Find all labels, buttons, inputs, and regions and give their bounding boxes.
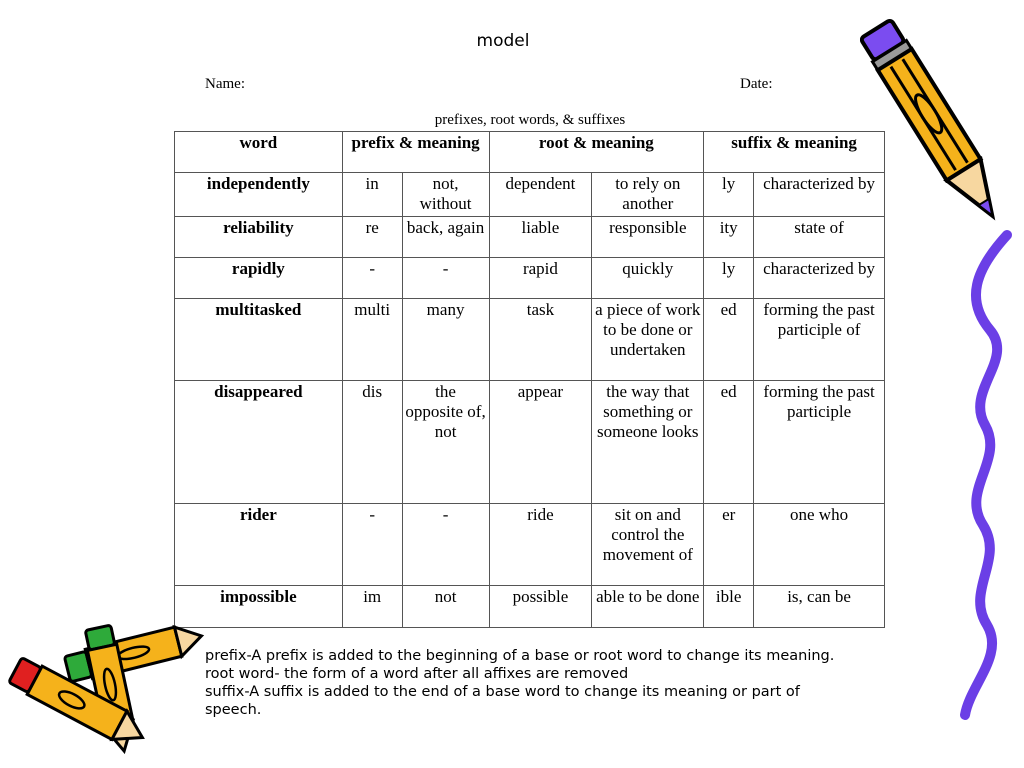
suffix-cell: ed	[704, 299, 754, 381]
table-row	[175, 173, 885, 217]
prefix-cell: dis	[342, 381, 402, 504]
root-cell: possible	[489, 586, 592, 628]
prefix-cell: im	[342, 586, 402, 628]
table-row	[175, 258, 885, 299]
page-title: model	[476, 31, 530, 51]
suffix-cell: ly	[704, 173, 754, 217]
prefix-definition: prefix-A prefix is added to the beginning of a base or root word to change its meaning.	[205, 648, 835, 664]
word-cell: reliability	[175, 217, 343, 258]
root-cell: dependent	[489, 173, 592, 217]
name-label: Name:	[205, 76, 245, 92]
prefix-meaning-cell: -	[402, 258, 489, 299]
prefix-meaning-cell: not	[402, 586, 489, 628]
word-cell: independently	[175, 173, 343, 217]
suffix-cell: ity	[704, 217, 754, 258]
root-meaning-cell: quickly	[592, 258, 704, 299]
prefix-meaning-cell: many	[402, 299, 489, 381]
prefix-meaning-cell: not, without	[402, 173, 489, 217]
suffix-meaning-cell: forming the past participle	[754, 381, 885, 504]
root-meaning-cell: sit on and control the movement of	[592, 504, 704, 586]
root-meaning-cell: a piece of work to be done or undertaken	[592, 299, 704, 381]
suffix-cell: ed	[704, 381, 754, 504]
table-row	[175, 381, 885, 504]
prefix-meaning-cell: -	[402, 504, 489, 586]
suffix-meaning-cell: state of	[754, 217, 885, 258]
prefix-cell: -	[342, 504, 402, 586]
suffix-meaning-cell: characterized by	[754, 258, 885, 299]
header-prefix: prefix & meaning	[342, 132, 489, 173]
table-caption: prefixes, root words, & suffixes	[434, 112, 626, 128]
word-cell: rapidly	[175, 258, 343, 299]
table-row	[175, 504, 885, 586]
root-meaning-cell: able to be done	[592, 586, 704, 628]
prefix-meaning-cell: back, again	[402, 217, 489, 258]
root-cell: liable	[489, 217, 592, 258]
root-cell: rapid	[489, 258, 592, 299]
prefix-cell: -	[342, 258, 402, 299]
suffix-cell: ly	[704, 258, 754, 299]
squiggle-line	[945, 230, 1020, 725]
pencil-icon	[0, 655, 155, 755]
header-suffix: suffix & meaning	[704, 132, 885, 173]
root-cell: task	[489, 299, 592, 381]
suffix-cell: ible	[704, 586, 754, 628]
prefix-cell: re	[342, 217, 402, 258]
prefix-cell: multi	[342, 299, 402, 381]
table-row	[175, 217, 885, 258]
suffix-cell: er	[704, 504, 754, 586]
definitions-block	[205, 647, 855, 719]
suffix-meaning-cell: characterized by	[754, 173, 885, 217]
table-row	[175, 299, 885, 381]
suffix-meaning-cell: forming the past participle of	[754, 299, 885, 381]
suffix-definition: suffix-A suffix is added to the end of a base word to change its meaning or part of speech.	[205, 684, 800, 718]
word-cell: impossible	[175, 586, 343, 628]
vocabulary-table	[174, 131, 885, 628]
word-cell: disappeared	[175, 381, 343, 504]
root-meaning-cell: the way that something or someone looks	[592, 381, 704, 504]
table-header-row	[175, 132, 885, 173]
prefix-cell: in	[342, 173, 402, 217]
root-cell: ride	[489, 504, 592, 586]
word-cell: multitasked	[175, 299, 343, 381]
root-word-definition: root word- the form of a word after all affixes are removed	[205, 666, 629, 682]
suffix-meaning-cell: one who	[754, 504, 885, 586]
pencil-icon	[860, 2, 1010, 247]
date-label: Date:	[740, 76, 773, 92]
header-word: word	[175, 132, 343, 173]
root-meaning-cell: responsible	[592, 217, 704, 258]
root-meaning-cell: to rely on another	[592, 173, 704, 217]
root-cell: appear	[489, 381, 592, 504]
header-root: root & meaning	[489, 132, 704, 173]
word-cell: rider	[175, 504, 343, 586]
table-row	[175, 586, 885, 628]
suffix-meaning-cell: is, can be	[754, 586, 885, 628]
prefix-meaning-cell: the opposite of, not	[402, 381, 489, 504]
